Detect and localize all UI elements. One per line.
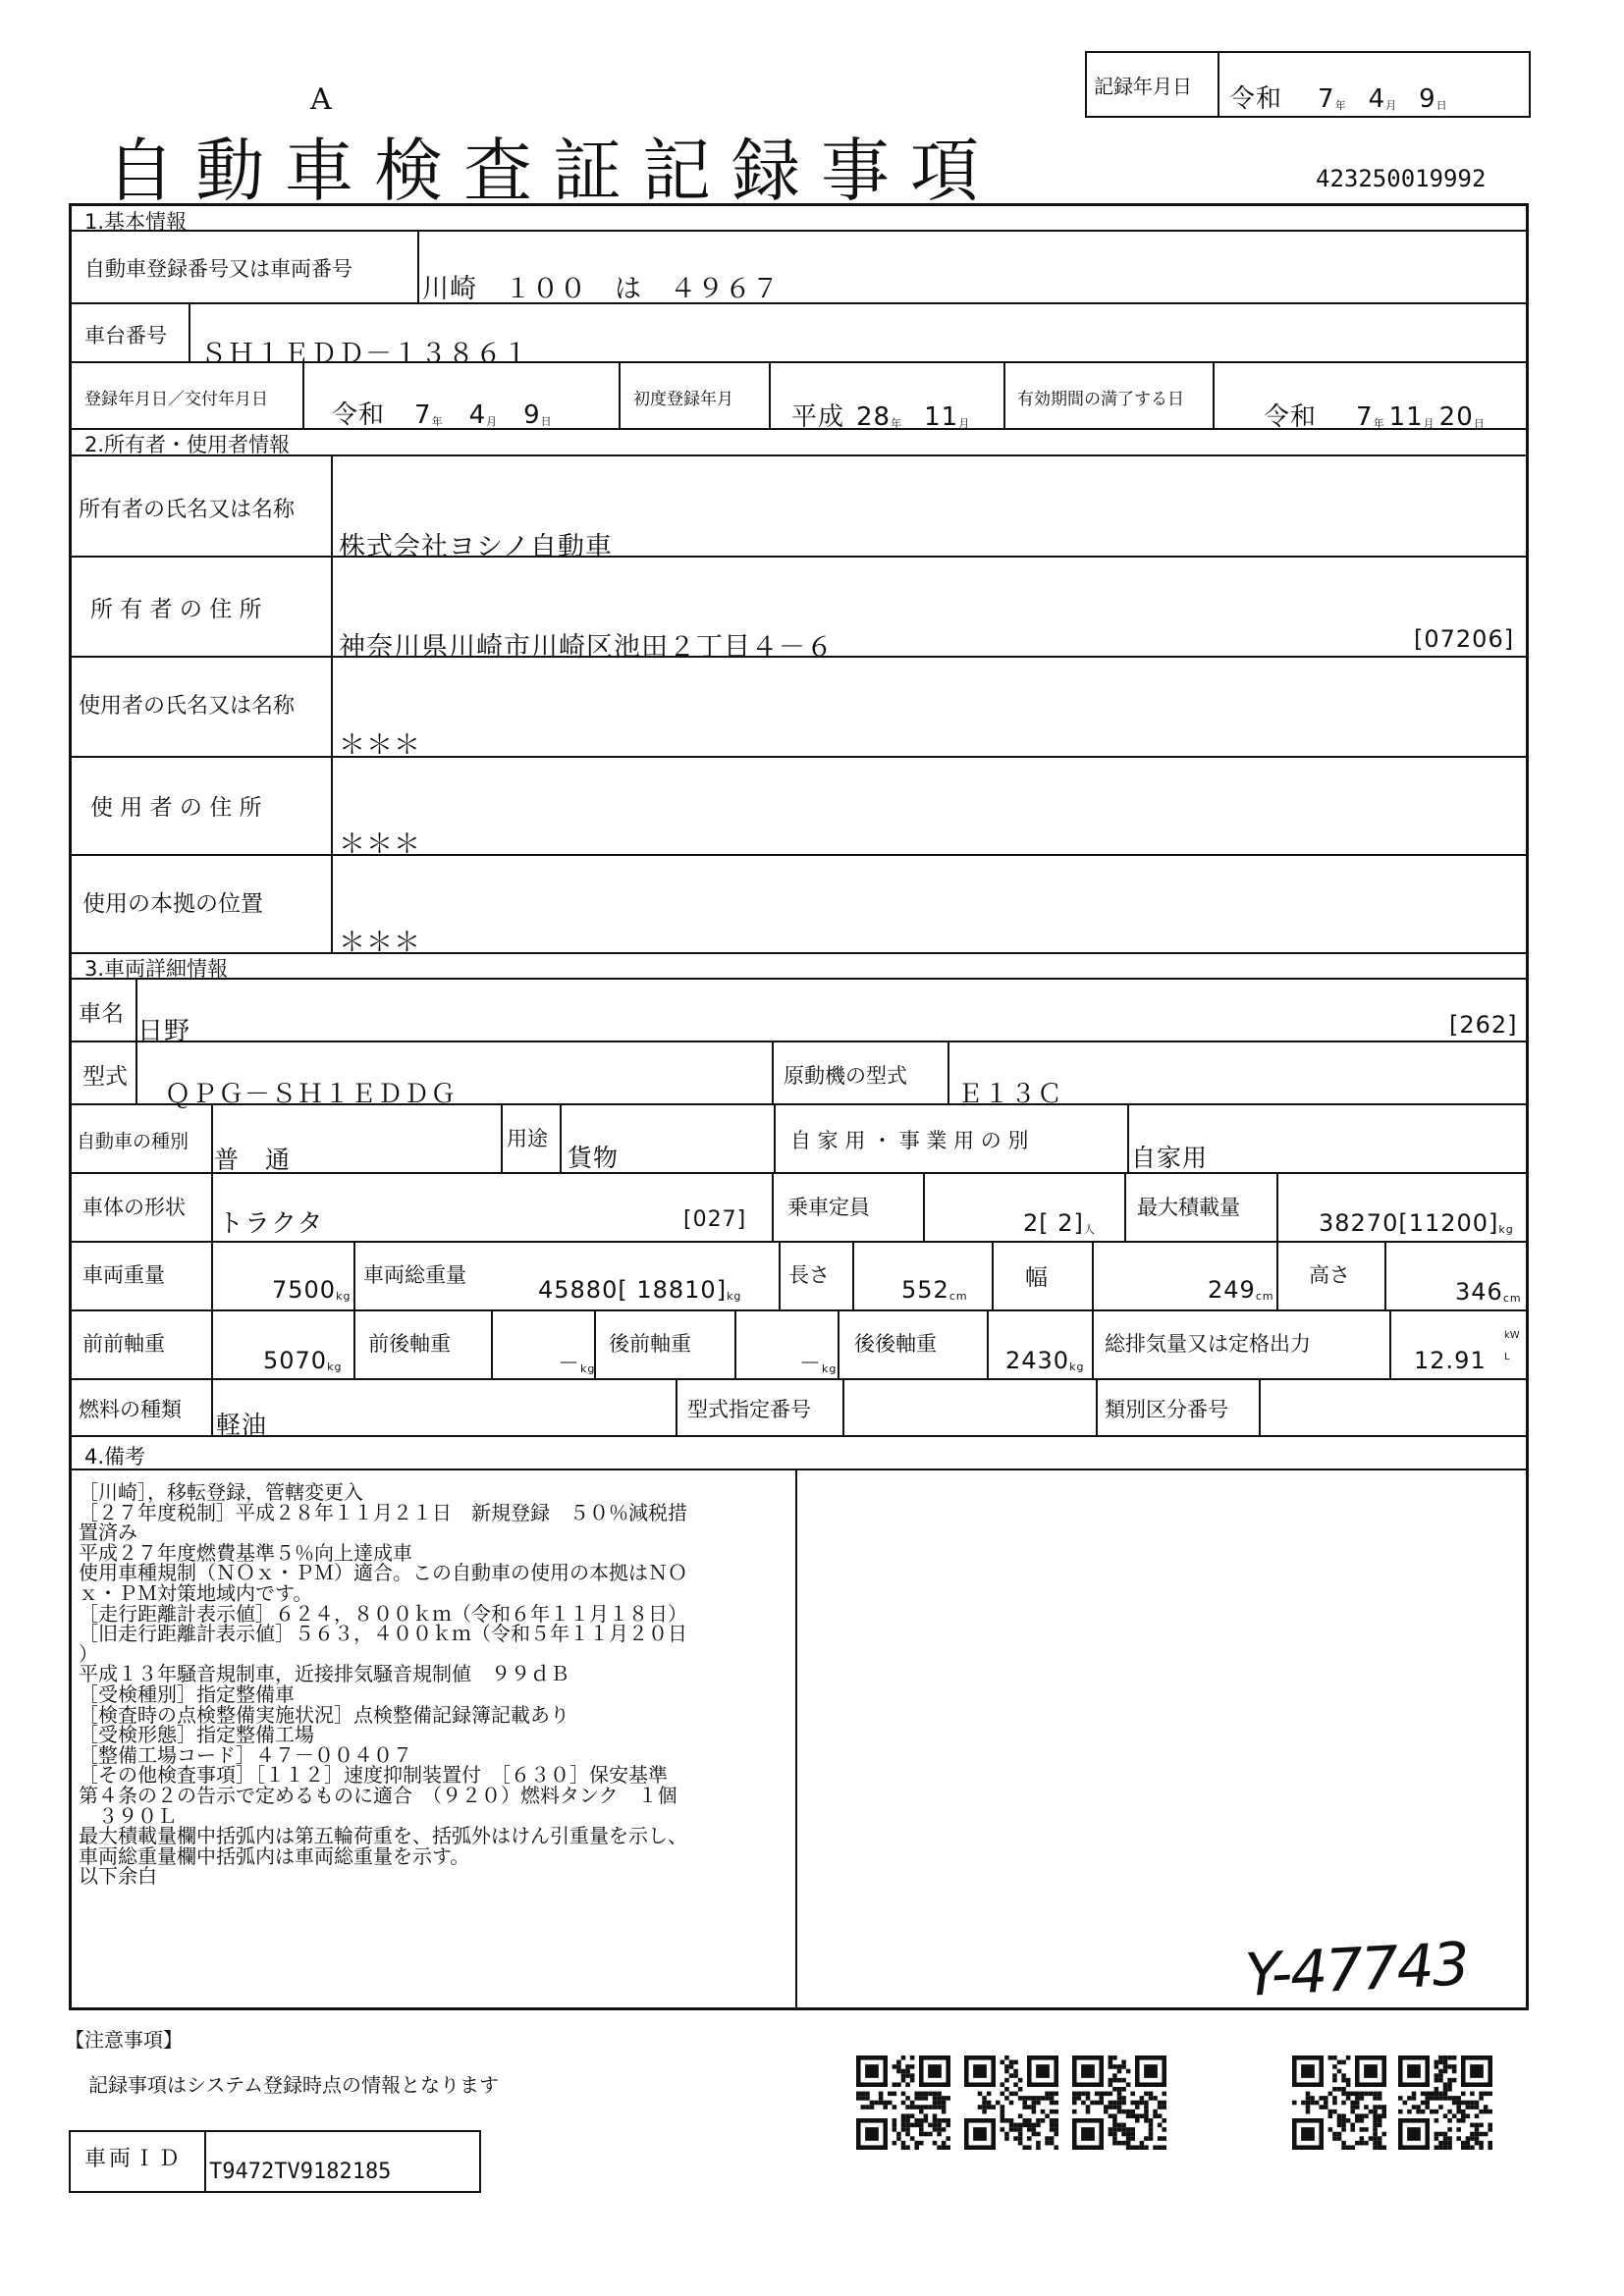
owner-addr-code: [07206] (1414, 625, 1515, 653)
displacement-label: 総排気量又は定格出力 (1105, 1332, 1311, 1356)
chassis-label: 車台番号 (84, 324, 167, 347)
note-line: 使用車種規制（ＮＯｘ・ＰＭ）適合。この自動車の使用の本拠はＮＯ (79, 1561, 687, 1585)
model-label: 型式 (82, 1064, 128, 1090)
weight-value: 7500kg (272, 1276, 352, 1304)
car-name-label: 車名 (79, 1001, 124, 1027)
notes-block (79, 1482, 791, 1887)
fuel-label: 燃料の種類 (79, 1398, 182, 1421)
note-line: ） (79, 1641, 98, 1666)
note-line: ［受検種別］指定整備車 (79, 1682, 295, 1706)
fr-axle-value: －kg (558, 1352, 596, 1376)
type-designation-label: 型式指定番号 (687, 1398, 811, 1421)
base-label: 使用の本拠の位置 (82, 891, 263, 917)
note-line: 平成１３年騒音規制車，近接排気騒音規制値 ９９ｄＢ (79, 1662, 569, 1686)
owner-addr-label: 所 有 者 の 住 所 (90, 597, 262, 622)
ff-axle-value: 5070kg (263, 1347, 343, 1374)
record-date-label: 記録年月日 (1094, 75, 1192, 98)
qr-code-icon (964, 2056, 1058, 2150)
chassis-value: ＳＨ１ＥＤＤ－１３８６１ (200, 339, 530, 369)
expiry-label: 有効期間の満了する日 (1017, 390, 1184, 409)
private-value: 自家用 (1131, 1144, 1209, 1172)
vehicle-id-value: T9472TV9182185 (209, 2160, 392, 2184)
qr-code-icon (1072, 2056, 1166, 2150)
car-name-code: [262] (1449, 1011, 1518, 1039)
note-line: ｘ・ＰＭ対策地域内です。 (79, 1580, 313, 1605)
qr-code-icon (1292, 2056, 1386, 2150)
section-4-heading: 4.備考 (84, 1445, 146, 1468)
owner-addr-value: 神奈川県川崎市川崎区池田２丁目４－６ (339, 632, 834, 663)
reg-no-value: 川崎 １００ は ４９６７ (422, 274, 780, 304)
note-line: ［２７年度税制］平成２８年１１月２１日 新規登録 ５０％減税措 (79, 1500, 687, 1524)
note-line: 車両総重量欄中括弧内は車両総重量を示す。 (79, 1843, 470, 1868)
note-line: 第４条の２の告示で定めるものに適合 （９２０）燃料タンク １個 (79, 1783, 677, 1807)
capacity-value: 2[ 2]人 (1023, 1209, 1096, 1237)
owner-name-label: 所有者の氏名又は名称 (79, 498, 296, 522)
doc-number: 423250019992 (1316, 165, 1487, 192)
section-3-heading: 3.車両詳細情報 (84, 957, 229, 981)
displacement-value: 12.91 (1414, 1347, 1487, 1374)
note-line: ［川崎］，移転登録，管轄変更入 (79, 1480, 363, 1504)
body-code: [027] (683, 1207, 747, 1232)
notice-heading: 【注意事項】 (65, 2028, 183, 2052)
note-line: ［受検形態］指定整備工場 (79, 1723, 314, 1747)
category-label: 類別区分番号 (1105, 1398, 1228, 1421)
ff-axle-label: 前前軸重 (82, 1332, 165, 1356)
corner-letter: A (310, 82, 332, 117)
displacement-units: kW L (1504, 1330, 1520, 1362)
user-name-label: 使用者の氏名又は名称 (79, 694, 296, 719)
section-1-heading: 1.基本情報 (84, 210, 188, 234)
gross-value: 45880[ 18810]kg (538, 1276, 742, 1304)
width-value: 249cm (1208, 1276, 1274, 1304)
note-line: ［旧走行距離計表示値］５６３，４００ｋｍ（令和５年１１月２０日 (79, 1622, 687, 1646)
car-name-value: 日野 (137, 1017, 191, 1046)
user-addr-value: ＊＊＊ (339, 829, 421, 860)
first-reg-value: 平成 28年 11月 (791, 402, 971, 432)
model-value: ＱＰＧ－ＳＨ１ＥＤＤＧ (165, 1080, 458, 1109)
capacity-label: 乗車定員 (787, 1196, 870, 1219)
note-line: 平成２７年度燃費基準５％向上達成車 (79, 1540, 412, 1565)
max-load-label: 最大積載量 (1137, 1196, 1240, 1219)
owner-name-value: 株式会社ヨシノ自動車 (339, 532, 613, 562)
body-label: 車体の形状 (82, 1196, 186, 1219)
body-value: トラクタ (218, 1209, 324, 1239)
height-label: 高さ (1309, 1263, 1350, 1287)
use-value: 貨物 (568, 1144, 620, 1172)
user-name-value: ＊＊＊ (339, 730, 421, 761)
record-date-value: 令和 7年 4月 9日 (1229, 84, 1448, 114)
engine-value: Ｅ１３Ｃ (957, 1080, 1064, 1109)
base-value: ＊＊＊ (339, 928, 421, 958)
rr-axle-value: 2430kg (1005, 1347, 1085, 1374)
vehicle-id-label: 車両ＩＤ (84, 2147, 184, 2171)
page-title: 自動車検査証記録事項 (106, 131, 1000, 211)
notice-text: 記録事項はシステム登録時点の情報となります (88, 2073, 499, 2097)
type-label: 自動車の種別 (77, 1131, 189, 1152)
note-line: ［整備工場コード］４７－００４０７ (79, 1742, 412, 1767)
length-label: 長さ (788, 1263, 830, 1287)
fr-axle-label: 前後軸重 (368, 1332, 451, 1356)
max-load-value: 38270[11200]kg (1319, 1209, 1514, 1237)
use-label: 用途 (507, 1127, 548, 1150)
width-label: 幅 (1025, 1265, 1048, 1291)
user-addr-label: 使 用 者 の 住 所 (90, 795, 262, 821)
reg-date-label: 登録年月日／交付年月日 (84, 390, 268, 409)
first-reg-label: 初度登録年月 (633, 390, 733, 409)
rf-axle-value: －kg (799, 1352, 838, 1376)
note-line: ［走行距離計表示値］６２４，８００ｋｍ（令和６年１１月１８日） (79, 1601, 687, 1626)
rf-axle-label: 後前軸重 (609, 1332, 691, 1356)
reg-no-label: 自動車登録番号又は車両番号 (84, 257, 352, 281)
note-line: 以下余白 (79, 1864, 157, 1889)
type-value: 普 通 (214, 1146, 292, 1174)
handwritten-number: Y-47743 (1243, 1930, 1470, 2010)
engine-label: 原動機の型式 (784, 1064, 907, 1088)
reg-date-value: 令和 7年 4月 9日 (332, 400, 553, 430)
weight-label: 車両重量 (82, 1263, 165, 1287)
note-line: ［その他検査事項］［１１２］速度抑制装置付 ［６３０］保安基準 (79, 1763, 668, 1788)
note-line: 置済み (79, 1521, 137, 1545)
note-line: 最大積載量欄中括弧内は第五輪荷重を、括弧外はけん引重量を示し、 (79, 1824, 687, 1848)
qr-code-icon (1398, 2056, 1492, 2150)
expiry-value: 令和 7年 11月 20日 (1264, 402, 1486, 432)
private-label: 自 家 用 ・ 事 業 用 の 別 (790, 1129, 1029, 1152)
qr-code-icon (856, 2056, 950, 2150)
length-value: 552cm (901, 1276, 968, 1304)
gross-label: 車両総重量 (363, 1263, 466, 1287)
rr-axle-label: 後後軸重 (854, 1332, 937, 1356)
note-line: ［検査時の点検整備実施状況］点検整備記録簿記載あり (79, 1702, 569, 1727)
height-value: 346cm (1455, 1278, 1522, 1306)
note-line: ３９０Ｌ (79, 1803, 177, 1828)
fuel-value: 軽油 (216, 1411, 268, 1439)
section-2-heading: 2.所有者・使用者情報 (84, 433, 291, 456)
